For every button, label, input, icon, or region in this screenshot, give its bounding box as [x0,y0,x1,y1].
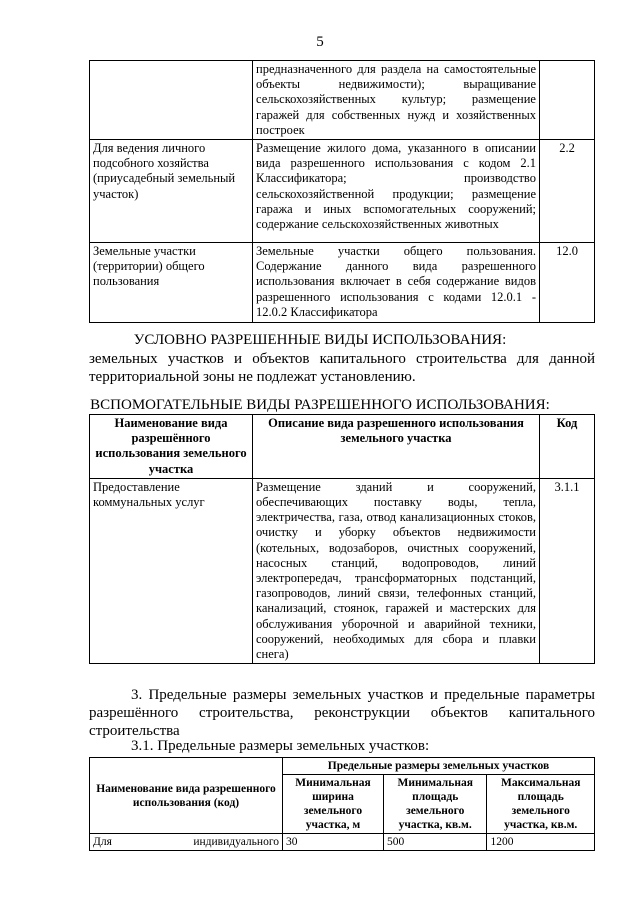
table-row [90,834,595,851]
header-name: Наименование вида разрешённого использования земельного участка [90,415,253,479]
min-width-cell: 30 [283,834,384,851]
page-number: 5 [316,34,324,50]
table-row [90,140,595,243]
section-3-heading: 3. Предельные размеры земельных участков и предельные параметры [131,687,595,703]
use-code-cell: 2.2 [540,140,595,243]
min-area-cell: 500 [383,834,487,851]
header-max-area: Максимальная площадь земельного участка, кв.м. [487,775,595,834]
section-3-1-heading: 3.1. Предельные размеры земельных участков: [131,738,430,754]
permitted-uses-table [89,60,595,323]
use-description-cell: Размещение жилого дома, указанного в описании вида разрешенного использования с кодом 2.1 Классификатора; производство сельскохозяйственной продукции; размещение гаража и иных вспомогательных сооружений; содержание сельскохозяйственных животных [253,140,540,243]
use-description-cell: Размещение зданий и сооружений, обеспечивающих поставку воды, тепла, электричества, газа, отвод канализационных стоков, очистку и уборку объектов недвижимости (котельных, водозаборов, очистных сооружений, насосных станций, водопроводов, линий электропередач, трансформаторных подстанций, газопроводов, линий связи, телефонных станций, канализаций, стоянок, гаражей и мастерских для обслуживания уборочной и аварийной техники, сооружений, необходимых для сбора и плавки снега) [253,478,540,663]
header-use-name: Наименование вида разрешенного использования (код) [90,758,283,834]
header-description: Описание вида разрешенного использования земельного участка [253,415,540,479]
auxiliary-uses-table [89,414,595,664]
plot-size-table [89,757,595,851]
conditional-uses-title: УСЛОВНО РАЗРЕШЕННЫЕ ВИДЫ ИСПОЛЬЗОВАНИЯ: [133,332,507,348]
section-3-paragraph [89,686,595,740]
use-name-cell: Земельные участки (территории) общего пользования [90,243,253,323]
use-name-cell: Для индивидуального [90,834,283,851]
use-description-cell: предназначенного для раздела на самостоятельные объекты недвижимости); выращивание сельскохозяйственных культур; размещение гаражей для собственных нужд и хозяйственных построек [253,61,540,140]
use-description-cell: Земельные участки общего пользования. Содержание данного вида разрешенного использования включает в себя содержание видов разрешенного использования с кодами 12.0.1 - 12.0.2 Классификатора [253,243,540,323]
header-min-area: Минимальная площадь земельного участка, кв.м. [383,775,487,834]
table-row [90,478,595,663]
header-code: Код [540,415,595,479]
header-size-limits: Предельные размеры земельных участков [283,758,595,775]
table-row [90,61,595,140]
table-header-row [90,415,595,479]
use-code-cell: 3.1.1 [540,478,595,663]
use-name-cell: Для ведения личного подсобного хозяйства (приусадебный земельный участок) [90,140,253,243]
use-code-cell: 12.0 [540,243,595,323]
use-name-cell: Предоставление коммунальных услуг [90,478,253,663]
auxiliary-uses-title: ВСПОМОГАТЕЛЬНЫЕ ВИДЫ РАЗРЕШЕННОГО ИСПОЛЬЗОВАНИЯ: [90,397,550,413]
use-code-cell [540,61,595,140]
max-area-cell: 1200 [487,834,595,851]
conditional-uses-text: земельных участков и объектов капитального строительства для данной территориальной зоны не подлежат установлению. [89,351,595,385]
use-name-cell [90,61,253,140]
table-header-row [90,758,595,775]
header-min-width: Минимальная ширина земельного участка, м [283,775,384,834]
table-row [90,243,595,323]
section-3-continuation: разрешённого строительства, реконструкции объектов капитального строительства [89,705,595,739]
